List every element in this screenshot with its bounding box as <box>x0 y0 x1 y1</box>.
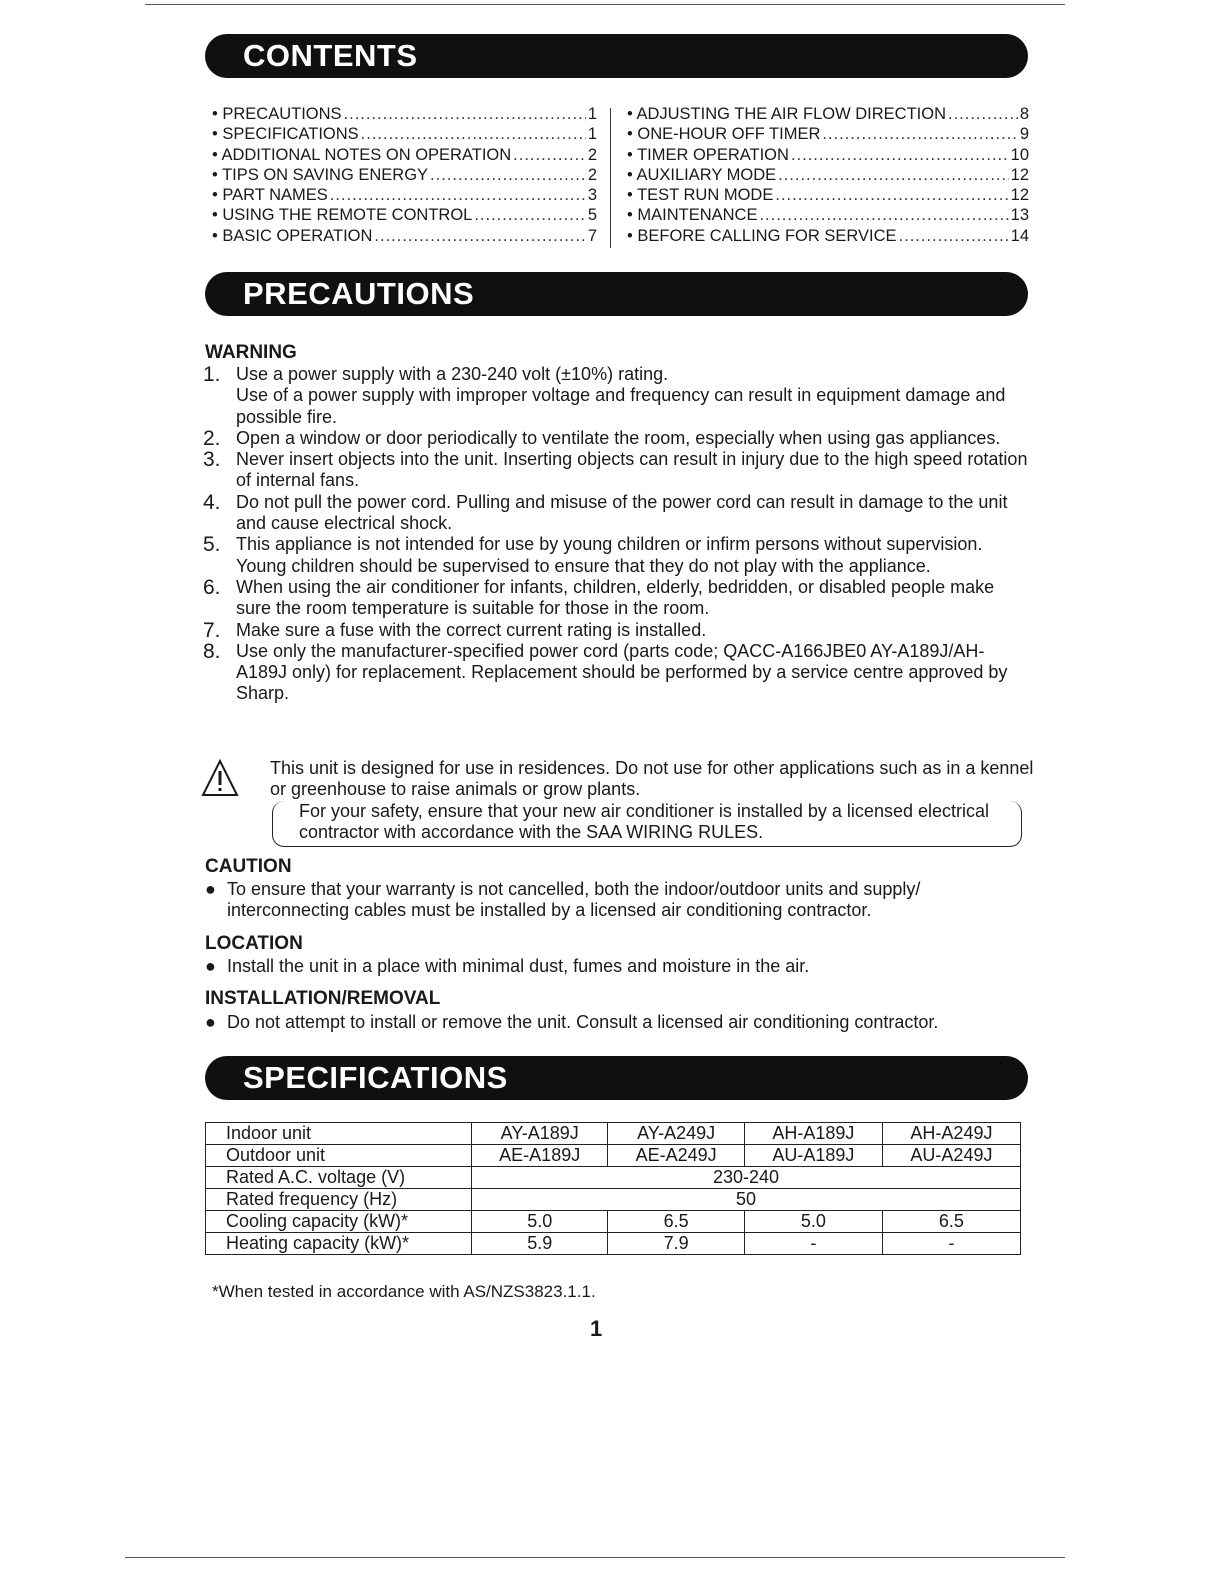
warning-triangle-icon <box>200 758 270 803</box>
toc-label: • USING THE REMOTE CONTROL <box>212 206 473 225</box>
table-row <box>206 1189 1021 1211</box>
warning-line: Young children should be supervised to ensure that they do not play with the appliance. <box>236 555 931 576</box>
bullet-icon: ● <box>205 879 216 899</box>
row-label: Heating capacity (kW)* <box>206 1233 472 1255</box>
precautions-banner: PRECAUTIONS <box>205 272 1028 316</box>
installation-removal-item <box>205 1012 1035 1033</box>
toc-label: • ADDITIONAL NOTES ON OPERATION <box>212 145 512 164</box>
toc-page: 9 <box>1019 125 1029 144</box>
specifications-footnote: *When tested in accordance with AS/NZS3823.1.1. <box>212 1282 596 1301</box>
toc-item[interactable] <box>212 185 597 205</box>
warning-line: Use only the manufacturer-specified power cord (parts code; QACC-A166JBE0 AY-A189J/AH-A189J only) for replacement. Replacement should be performed by a service centre approved by Sharp. <box>236 640 1008 704</box>
toc-item[interactable] <box>627 145 1029 165</box>
toc-label: • ONE-HOUR OFF TIMER <box>627 125 821 144</box>
page-number: 1 <box>590 1316 603 1341</box>
warning-text <box>236 364 1033 428</box>
warning-item <box>203 492 1033 535</box>
table-cell: 7.9 <box>608 1233 744 1255</box>
residential-use-note <box>200 758 1035 803</box>
toc-item[interactable] <box>627 226 1029 246</box>
contents-banner: CONTENTS <box>205 34 1028 78</box>
toc-item[interactable] <box>212 104 597 124</box>
table-cell: AE-A249J <box>608 1145 744 1167</box>
table-cell: - <box>744 1233 882 1255</box>
table-cell: AU-A249J <box>882 1145 1020 1167</box>
toc-page: 14 <box>1010 226 1029 245</box>
warning-number: 5. <box>203 533 221 557</box>
row-label: Indoor unit <box>206 1123 472 1145</box>
toc-item[interactable] <box>627 124 1029 144</box>
toc-item[interactable] <box>212 165 597 185</box>
warning-line: Open a window or door periodically to ventilate the room, especially when using gas appliances. <box>236 427 1001 448</box>
toc-label: • PRECAUTIONS <box>212 105 342 123</box>
toc-item[interactable] <box>627 104 1029 124</box>
toc-item[interactable] <box>212 145 597 165</box>
table-row <box>206 1233 1021 1255</box>
table-cell: 5.9 <box>472 1233 608 1255</box>
warning-number: 8. <box>203 639 221 663</box>
installation-removal-text: Do not attempt to install or remove the unit. Consult a licensed air conditioning contractor. <box>227 1012 939 1032</box>
table-row <box>206 1211 1021 1233</box>
warning-text <box>236 620 1033 641</box>
toc-item[interactable] <box>627 205 1029 225</box>
warning-line: Use a power supply with a 230-240 volt (±10%) rating. <box>236 364 669 384</box>
toc-label: • TIMER OPERATION <box>627 145 789 164</box>
toc-page: 8 <box>1019 105 1029 123</box>
toc-leader <box>513 145 586 165</box>
location-text: Install the unit in a place with minimal dust, fumes and moisture in the air. <box>227 956 810 976</box>
toc-page: 13 <box>1010 206 1029 225</box>
warning-line: Never insert objects into the unit. Inserting objects can result in injury due to the high speed rotation of internal fans. <box>236 449 1028 491</box>
toc-page: 2 <box>587 145 597 164</box>
warning-text <box>236 492 1033 535</box>
toc-item[interactable] <box>212 226 597 246</box>
toc-item[interactable] <box>627 165 1029 185</box>
top-rule <box>145 4 1065 5</box>
toc-leader <box>474 205 585 225</box>
warning-item <box>203 364 1033 428</box>
safety-notice-box: For your safety, ensure that your new air conditioner is installed by a licensed electrical contractor with accordance with the SAA WIRING RULES. <box>272 801 1022 847</box>
toc-leader <box>899 226 1009 246</box>
bottom-rule <box>125 1557 1065 1558</box>
bullet-icon: ● <box>205 1012 216 1032</box>
table-cell: AH-A249J <box>882 1123 1020 1145</box>
toc-item[interactable] <box>627 185 1029 205</box>
toc-leader <box>344 104 586 124</box>
table-cell: AU-A189J <box>744 1145 882 1167</box>
toc-page: 10 <box>1010 145 1029 164</box>
toc-label: • BEFORE CALLING FOR SERVICE <box>627 226 897 245</box>
toc-leader <box>759 205 1008 225</box>
warning-item <box>203 534 1033 577</box>
specifications-banner: SPECIFICATIONS <box>205 1056 1028 1100</box>
toc-label: • MAINTENANCE <box>627 206 758 225</box>
toc-left-column <box>212 104 597 246</box>
toc-page: 1 <box>587 105 597 123</box>
warning-number: 2. <box>203 426 221 450</box>
table-row <box>206 1167 1021 1189</box>
location-heading: LOCATION <box>205 933 303 954</box>
toc-label: • PART NAMES <box>212 186 328 205</box>
toc-right-column <box>627 104 1029 246</box>
toc-label: • SPECIFICATIONS <box>212 125 359 144</box>
table-cell: AY-A249J <box>608 1123 744 1145</box>
toc-divider <box>610 108 611 248</box>
toc-leader <box>948 104 1018 124</box>
table-row <box>206 1123 1021 1145</box>
caution-heading: CAUTION <box>205 856 292 877</box>
warning-item <box>203 577 1033 620</box>
row-label: Rated frequency (Hz) <box>206 1189 472 1211</box>
warning-line: When using the air conditioner for infants, children, elderly, bedridden, or disabled people make sure the room temperature is suitable for those in the room. <box>236 576 995 619</box>
warning-list <box>203 364 1033 705</box>
toc-leader <box>430 165 586 185</box>
toc-page: 12 <box>1010 165 1029 184</box>
toc-label: • TIPS ON SAVING ENERGY <box>212 165 429 184</box>
warning-line: Do not pull the power cord. Pulling and misuse of the power cord can result in damage to the unit and cause electrical shock. <box>236 491 1008 534</box>
toc-label: • TEST RUN MODE <box>627 186 774 205</box>
table-cell: 5.0 <box>744 1211 882 1233</box>
specifications-table <box>205 1122 1021 1255</box>
table-cell: 6.5 <box>608 1211 744 1233</box>
toc-leader <box>330 185 586 205</box>
warning-item <box>203 428 1033 449</box>
toc-item[interactable] <box>212 124 597 144</box>
table-cell: 6.5 <box>882 1211 1020 1233</box>
installation-removal-heading: INSTALLATION/REMOVAL <box>205 988 441 1009</box>
toc-page: 12 <box>1010 186 1029 205</box>
toc-leader <box>778 165 1009 185</box>
warning-text <box>236 534 1033 577</box>
table-cell: 5.0 <box>472 1211 608 1233</box>
toc-leader <box>361 124 586 144</box>
toc-label: • BASIC OPERATION <box>212 226 373 245</box>
row-label: Rated A.C. voltage (V) <box>206 1167 472 1189</box>
caution-item <box>205 879 1035 922</box>
residential-use-text: This unit is designed for use in residences. Do not use for other applications such as in a kennel or greenhouse to raise animals or grow plants. <box>270 758 1034 800</box>
warning-text <box>236 641 1033 705</box>
warning-text <box>236 577 1033 620</box>
toc-label: • AUXILIARY MODE <box>627 165 777 184</box>
warning-number: 4. <box>203 490 221 514</box>
warning-number: 7. <box>203 618 221 642</box>
table-row <box>206 1145 1021 1167</box>
warning-item <box>203 641 1033 705</box>
toc-page: 5 <box>587 206 597 225</box>
warning-number: 3. <box>203 448 221 472</box>
toc-label: • ADJUSTING THE AIR FLOW DIRECTION <box>627 105 947 123</box>
toc-page: 3 <box>587 186 597 205</box>
table-cell: AH-A189J <box>744 1123 882 1145</box>
toc-leader <box>775 185 1008 205</box>
location-item <box>205 956 1035 977</box>
warning-text <box>236 449 1033 492</box>
toc-page: 2 <box>587 165 597 184</box>
table-cell: AY-A189J <box>472 1123 608 1145</box>
warning-text <box>236 428 1033 449</box>
table-cell: AE-A189J <box>472 1145 608 1167</box>
warning-item <box>203 449 1033 492</box>
caution-text: To ensure that your warranty is not cancelled, both the indoor/outdoor units and supply/ interconnecting cables must be installed by a licensed air conditioning contractor. <box>227 879 921 921</box>
warning-number: 6. <box>203 575 221 599</box>
toc-leader <box>822 124 1017 144</box>
toc-item[interactable] <box>212 205 597 225</box>
warning-line: Make sure a fuse with the correct current rating is installed. <box>236 619 707 640</box>
warning-line: Use of a power supply with improper voltage and frequency can result in equipment damage and possible fire. <box>236 385 1006 427</box>
warning-line: This appliance is not intended for use by young children or infirm persons without supervision. <box>236 534 983 555</box>
table-cell: 50 <box>472 1189 1021 1211</box>
toc-leader <box>791 145 1009 165</box>
toc-page: 1 <box>587 125 597 144</box>
warning-number: 1. <box>203 363 221 386</box>
toc-page: 7 <box>587 226 597 245</box>
row-label: Outdoor unit <box>206 1145 472 1167</box>
toc-leader <box>374 226 585 246</box>
row-label: Cooling capacity (kW)* <box>206 1211 472 1233</box>
bullet-icon: ● <box>205 956 216 976</box>
table-cell: 230-240 <box>472 1167 1021 1189</box>
table-cell: - <box>882 1233 1020 1255</box>
warning-item <box>203 620 1033 641</box>
warning-heading: WARNING <box>205 342 297 363</box>
